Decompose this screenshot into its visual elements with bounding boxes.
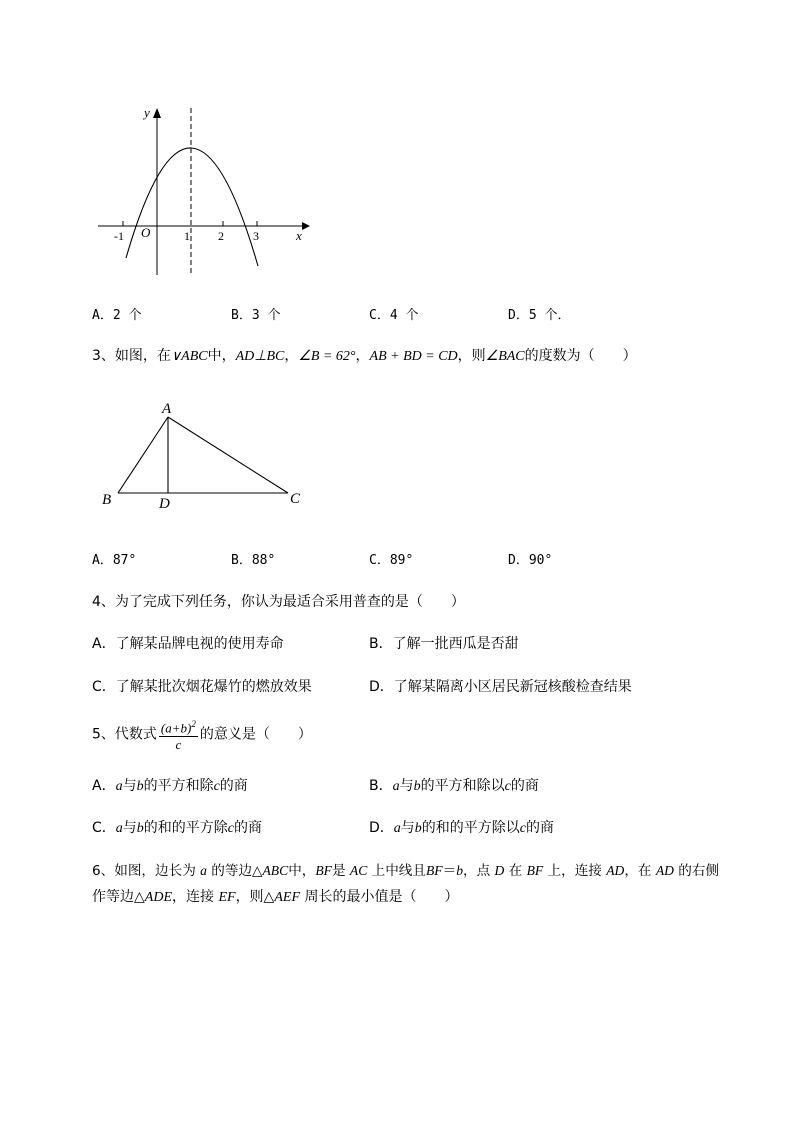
option-d[interactable]: D．90° — [508, 553, 553, 568]
option-b[interactable]: B．88° — [231, 553, 276, 568]
option-a[interactable]: A．a与b的平方和除c的商 — [92, 778, 248, 794]
option-c[interactable]: C．89° — [369, 553, 414, 568]
option-c[interactable]: C．4 个 — [369, 308, 419, 323]
option-a[interactable]: A．了解某品牌电视的使用寿命 — [92, 636, 284, 652]
point-a-label: A — [162, 401, 172, 417]
question-5-stem: 5、代数式 $\frac{(a+b)^2}{c}$ 的意义是（ ） — [92, 716, 312, 753]
option-d[interactable]: D．a与b的和的平方除以c的商 — [369, 820, 554, 836]
tick-label: -1 — [114, 229, 124, 243]
question-6-line-2: 作等边△ADE，连接 EF，则△AEF 周长的最小值是（ ） — [92, 889, 459, 905]
question-3-stem: 3、如图，在∨ABC中，AD⊥BC，∠B = 62°，AB + BD = CD，则∠BAC的度数为（ ） — [92, 348, 637, 364]
option-a[interactable]: A．87° — [92, 553, 137, 568]
point-d-label: D — [159, 496, 170, 512]
side-ab — [118, 417, 168, 493]
option-b[interactable]: B．3 个 — [231, 308, 281, 323]
y-axis-arrow — [153, 108, 161, 118]
tick-label: 2 — [218, 229, 224, 243]
y-axis-label: y — [144, 105, 150, 120]
option-b[interactable]: B．a与b的平方和除以c的商 — [369, 778, 539, 794]
point-c-label: C — [290, 491, 301, 507]
parabola-curve — [126, 148, 258, 266]
option-c[interactable]: C．a与b的和的平方除c的商 — [92, 820, 262, 836]
tick-label: 1 — [184, 229, 190, 243]
tick-label: 3 — [253, 229, 259, 243]
option-d[interactable]: D．5 个． — [508, 308, 571, 323]
option-d[interactable]: D．了解某隔离小区居民新冠核酸检查结果 — [369, 679, 632, 695]
option-a[interactable]: A．2 个 — [92, 308, 142, 323]
option-b[interactable]: B．了解一批西瓜是否甜 — [369, 636, 519, 652]
parabola-graph — [90, 100, 320, 280]
point-b-label: B — [102, 492, 112, 508]
fraction-expression: $\frac{(a+b)^2}{c}$ — [159, 716, 198, 753]
x-axis-label: x — [296, 228, 302, 243]
question-6-line-1: 6、如图，边长为 a 的等边△ABC中，BF是 AC 上中线且BF＝b，点 D 在 BF 上，连接 AD，在 AD 的右侧 — [92, 863, 720, 879]
origin-label: O — [141, 225, 151, 240]
triangle-figure — [95, 395, 315, 515]
option-c[interactable]: C．了解某批次烟花爆竹的燃放效果 — [92, 679, 312, 695]
side-ac — [168, 417, 288, 493]
x-axis-arrow — [302, 222, 310, 230]
question-4-stem: 4、为了完成下列任务，你认为最适合采用普查的是（ ） — [92, 594, 465, 610]
